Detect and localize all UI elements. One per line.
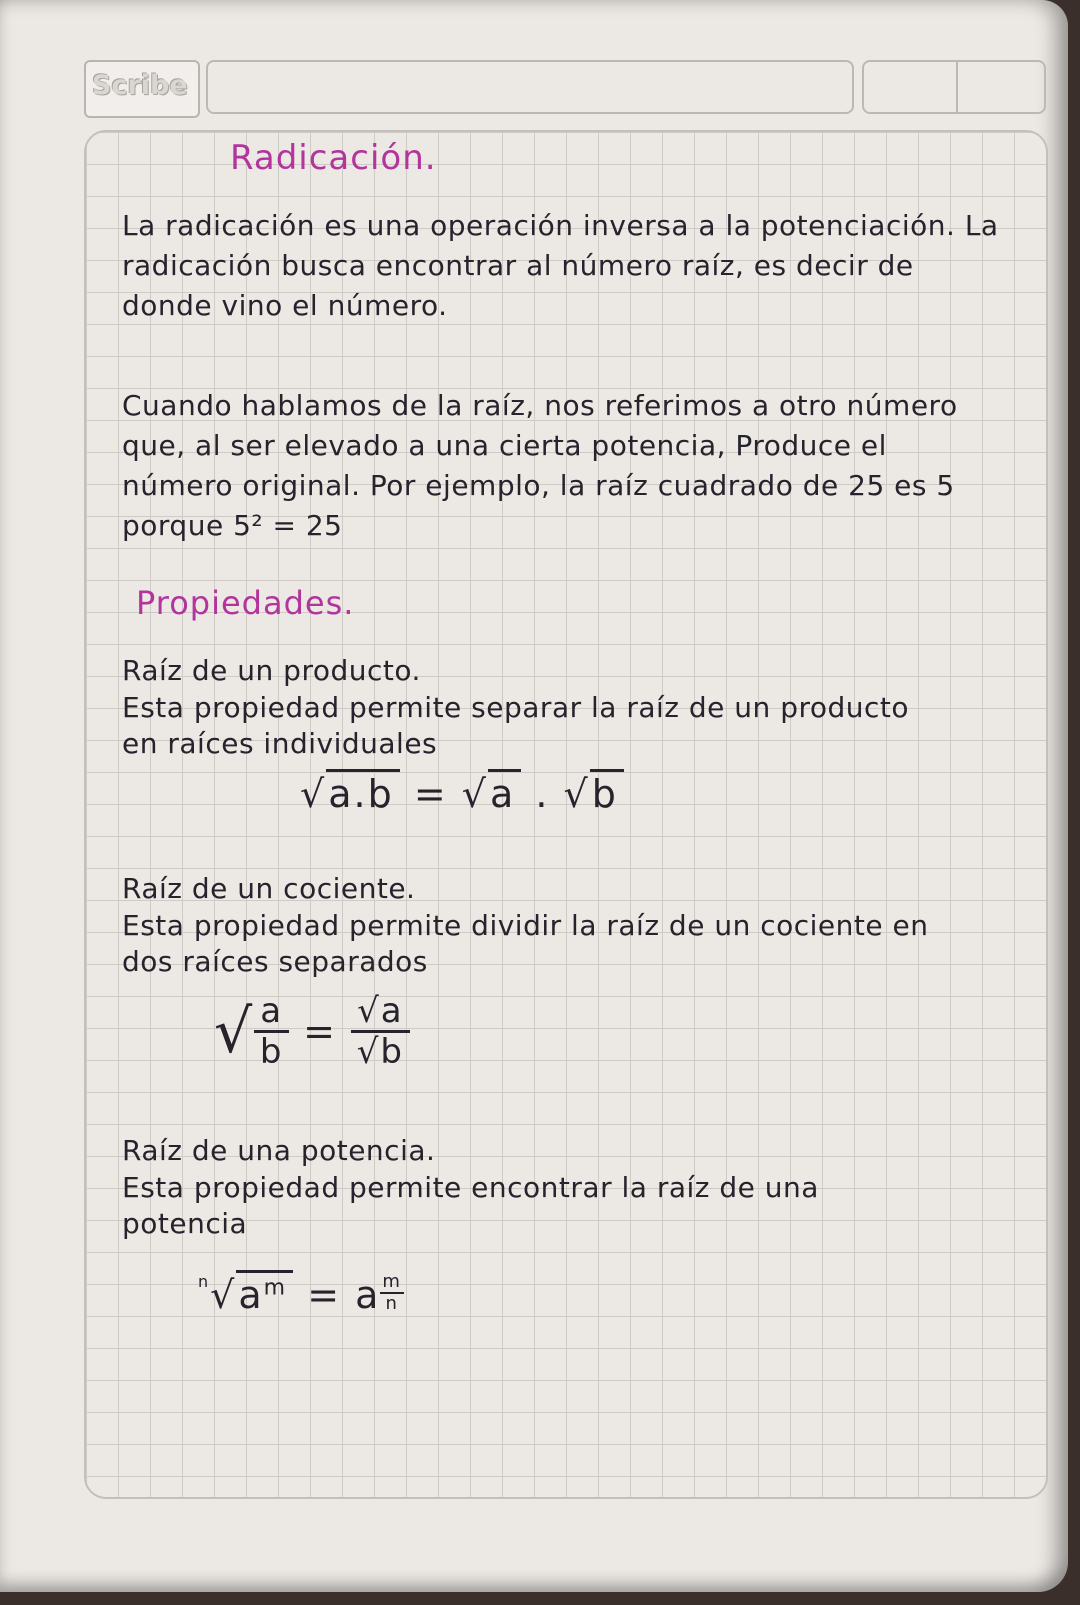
page-title: Radicación.: [230, 138, 437, 178]
radicand: a: [488, 769, 521, 816]
exponent: m: [263, 1275, 288, 1301]
radical-sign: √: [300, 772, 327, 816]
radical-sign: √: [563, 772, 590, 816]
root-index: n: [198, 1272, 211, 1291]
property-1-description: Esta propiedad permite separar la raíz de un producto en raíces individuales: [122, 691, 910, 760]
dot-operator: .: [535, 772, 550, 816]
base: a: [238, 1273, 264, 1317]
radical-sign: √: [210, 1273, 237, 1317]
numerator: a: [380, 991, 404, 1031]
brand-label: Scribe: [92, 70, 188, 101]
exponent-numerator: m: [382, 1271, 402, 1292]
radicand: b: [590, 769, 624, 816]
date-field: [862, 60, 1046, 114]
denominator: b: [380, 1032, 404, 1072]
date-divider: [956, 62, 958, 112]
properties-title: Propiedades.: [136, 584, 355, 622]
radicand: [236, 1270, 293, 1317]
denominator-radical: √b: [356, 1032, 404, 1072]
radicand: a.b: [326, 769, 400, 816]
fractional-exponent: [380, 1272, 404, 1314]
equals-sign: =: [307, 1273, 342, 1317]
numerator-radical: √a: [351, 992, 410, 1033]
equals-sign: =: [303, 1009, 338, 1054]
radical-sign: √: [214, 996, 255, 1067]
property-2-formula: [214, 992, 410, 1071]
property-1-formula: [300, 772, 624, 816]
property-3-description: Esta propiedad permite encontrar la raíz de una potencia: [122, 1171, 819, 1240]
property-2-name: Raíz de un cociente.: [122, 872, 416, 905]
intro-paragraph: La radicación es una operación inversa a la potenciación. La radicación busca encontrar al número raíz, es decir de donde vino el número.: [122, 209, 999, 322]
radical-sign: √: [461, 772, 488, 816]
result-base: a: [355, 1273, 381, 1317]
explanation-paragraph: Cuando hablamos de la raíz, nos referimos a otro número que, al ser elevado a una cierta potencia, Produce el número original. Por ejemplo, la raíz cuadrado de 25 es 5 porque 5² = 25: [122, 389, 958, 542]
property-2-description: Esta propiedad permite dividir la raíz de un cociente en dos raíces separados: [122, 909, 929, 978]
property-3-name: Raíz de una potencia.: [122, 1134, 436, 1167]
title-field: [206, 60, 854, 114]
brand-logo: [84, 60, 200, 118]
page-header: [0, 0, 1068, 130]
equals-sign: =: [413, 772, 448, 816]
property-3-formula: [198, 1272, 404, 1317]
denominator: b: [259, 1032, 284, 1072]
exponent-denominator: n: [385, 1293, 399, 1314]
grid-area: [84, 130, 1048, 1499]
fraction: [254, 992, 289, 1071]
numerator: a: [254, 992, 289, 1033]
property-1-name: Raíz de un producto.: [122, 654, 421, 687]
fraction: [351, 992, 410, 1071]
